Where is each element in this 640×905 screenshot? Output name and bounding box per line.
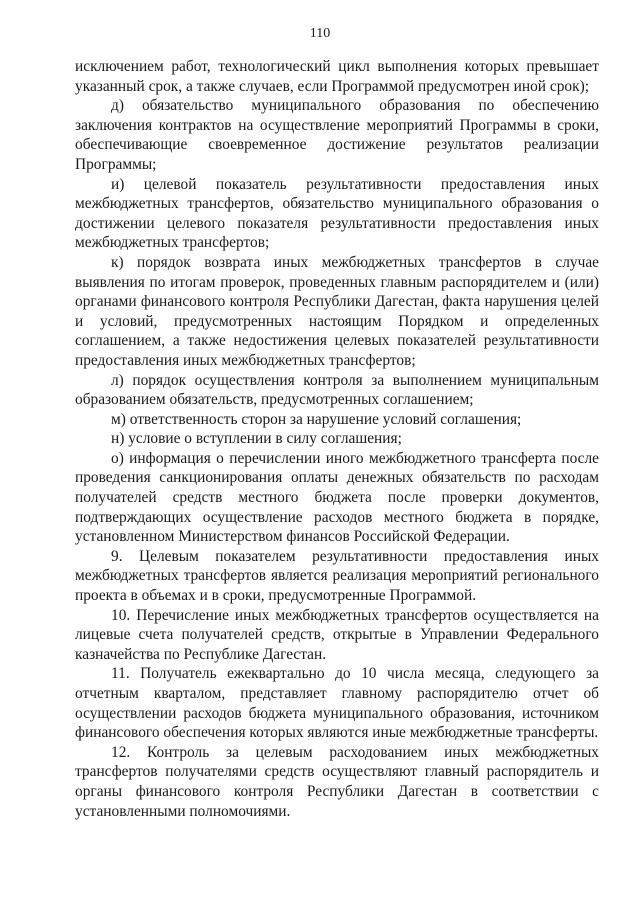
paragraph-item-n: н) условие о вступлении в силу соглашения; bbox=[111, 430, 402, 448]
paragraph-continuation: исключением работ, технологический цикл выполнения которых превышает указанный срок, а также случаев, если Программой предусмотрен иной срок); bbox=[75, 58, 599, 95]
paragraph-item-d: д) обязательство муниципального образования по обеспечению заключения контрактов на осуществление мероприятий Программы в сроки, обеспечивающие своевременное достижение результатов реализации Программы; bbox=[75, 97, 599, 173]
paragraph-item-l: л) порядок осуществления контроля за выполнением муниципальным образованием обязательств, предусмотренных соглашением; bbox=[75, 371, 599, 409]
page-number: 110 bbox=[309, 26, 331, 41]
paragraph-item-o: о) информация о перечислении иного межбюджетного трансферта после проведения санкционирования оплаты денежных обязательств по расходам получателей средств местного бюджета после проверки документов, подтверждающих осуществление расходов местного бюджета в порядке, установленном Министерством финансов Российской Федерации. bbox=[75, 449, 599, 546]
paragraph-item-k: к) порядок возврата иных межбюджетных трансфертов в случае выявления по итогам проверок, проведенных главным распорядителем и (или) органами финансового контроля Республики Дагестан, факта нарушения целей и условий, предусмотренных настоящим Порядком и определенных соглашением, а также недостижения целевых показателей результативности предоставления иных межбюджетных трансфертов; bbox=[75, 253, 599, 369]
paragraph-12: 12. Контроль за целевым расходованием иных межбюджетных трансфертов получателями средств осуществляют главный распорядитель и органы финансового контроля Республики Дагестан в соответствии с установленными полномочиями. bbox=[75, 743, 599, 820]
paragraph-item-m: м) ответственность сторон за нарушение условий соглашения; bbox=[111, 410, 522, 428]
paragraph-11: 11. Получатель ежеквартально до 10 числа месяца, следующего за отчетным кварталом, представляет главному распорядителю отчет об осуществлении расходов бюджета муниципального образования, источником финансового обеспечения которых являются иные межбюджетные трансферты. bbox=[75, 665, 599, 742]
paragraph-item-i: и) целевой показатель результативности предоставления иных межбюджетных трансфертов, обязательство муниципального образования о достижении целевого показателя результативности предоставления иных межбюджетных трансфертов; bbox=[75, 175, 599, 252]
paragraph-9: 9. Целевым показателем результативности предоставления иных межбюджетных трансфертов является реализация мероприятий регионального проекта в объемах и в сроки, предусмотренные Программой. bbox=[75, 547, 599, 605]
paragraph-10: 10. Перечисление иных межбюджетных трансфертов осуществляется на лицевые счета получателей средств, открытые в Управлении Федерального казначейства по Республике Дагестан. bbox=[75, 606, 599, 663]
document-body bbox=[75, 57, 599, 821]
